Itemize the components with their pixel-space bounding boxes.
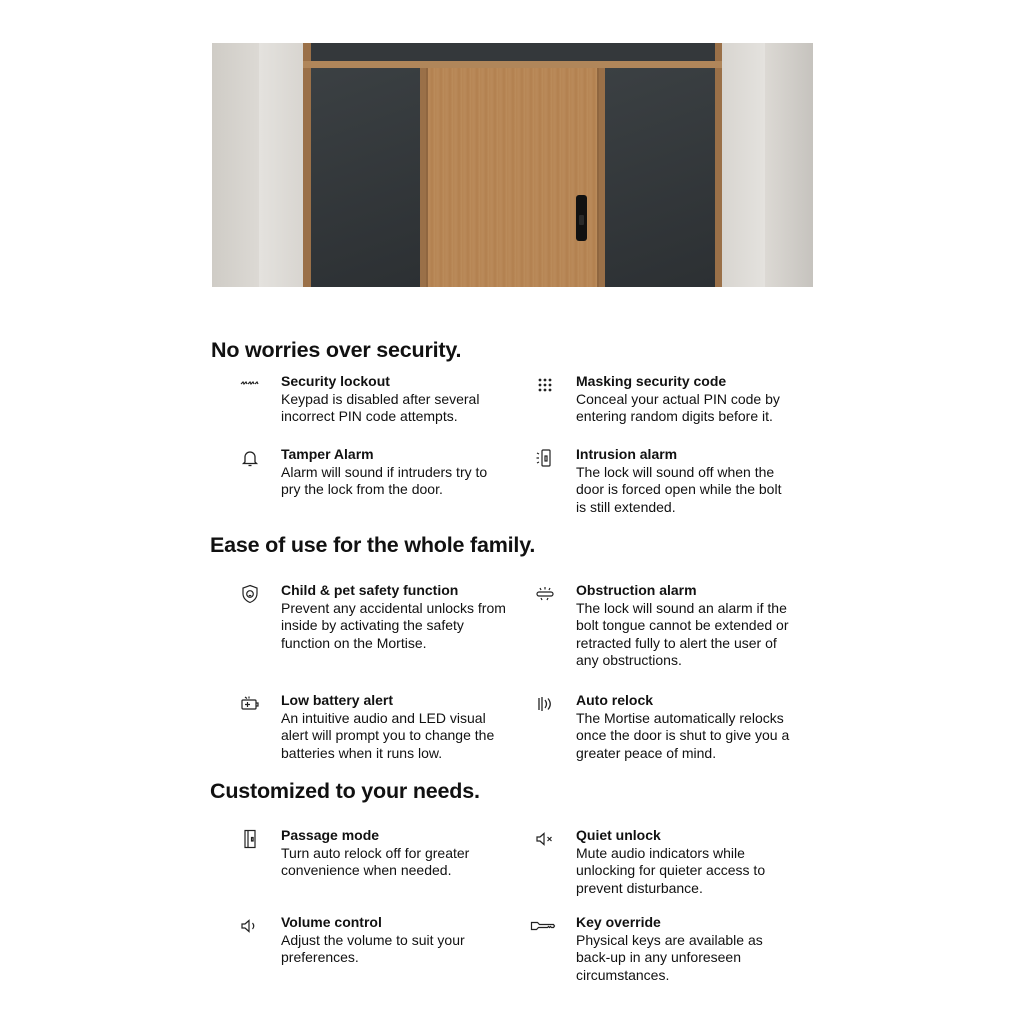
- feature-title: Auto relock: [576, 692, 654, 708]
- left-jamb: [259, 43, 303, 287]
- right-jamb: [722, 43, 765, 287]
- feature-masking-security-code: [576, 373, 791, 426]
- intrusion-alarm-icon: [535, 448, 555, 468]
- mute-icon: [535, 829, 555, 849]
- feature-title: Intrusion alarm: [576, 446, 678, 462]
- section-heading-security: No worries over security.: [211, 338, 462, 362]
- feature-title: Passage mode: [281, 827, 380, 843]
- feature-low-battery-alert: [281, 692, 506, 762]
- feature-description: Physical keys are available as back-up in any unforeseen circumstances.: [576, 931, 763, 983]
- feature-description: Adjust the volume to suit your preferences.: [281, 931, 465, 965]
- transom-bar: [303, 61, 722, 68]
- feature-description: Conceal your actual PIN code by entering random digits before it.: [576, 390, 780, 424]
- feature-title: Masking security code: [576, 373, 727, 389]
- child-shield-icon: [240, 584, 260, 604]
- feature-quiet-unlock: [576, 827, 776, 897]
- feature-auto-relock: [576, 692, 796, 762]
- feature-security-lockout: [281, 373, 521, 426]
- left-side-panel: [311, 68, 420, 287]
- obstruction-icon: [535, 584, 555, 604]
- feature-description: The Mortise automatically relocks once the door is shut to give you a greater peace of mind.: [576, 709, 790, 761]
- feature-volume-control: [281, 914, 481, 967]
- feature-title: Child & pet safety function: [281, 582, 459, 598]
- feature-title: Quiet unlock: [576, 827, 661, 843]
- digital-lock-handle: [576, 195, 587, 241]
- feature-title: Security lockout: [281, 373, 390, 389]
- battery-icon: [240, 694, 260, 714]
- feature-passage-mode: [281, 827, 481, 880]
- feature-description: Keypad is disabled after several incorrect PIN code attempts.: [281, 390, 480, 424]
- feature-title: Key override: [576, 914, 661, 930]
- door-lock-hero-image: [212, 43, 813, 287]
- feature-description: An intuitive audio and LED visual alert will prompt you to change the batteries when it runs low.: [281, 709, 495, 761]
- feature-intrusion-alarm: [576, 446, 791, 516]
- bell-icon: [240, 448, 260, 468]
- section-heading-ease-of-use: Ease of use for the whole family.: [210, 533, 536, 557]
- feature-description: Mute audio indicators while unlocking for quieter access to prevent disturbance.: [576, 844, 766, 896]
- feature-key-override: [576, 914, 776, 984]
- section-heading-customized: Customized to your needs.: [210, 779, 480, 803]
- left-wall: [212, 43, 259, 287]
- lockout-icon: [240, 375, 260, 395]
- right-wall: [765, 43, 813, 287]
- keypad-icon: [535, 375, 555, 395]
- right-side-panel: [605, 68, 715, 287]
- feature-description: Turn auto relock off for greater convenience when needed.: [281, 844, 470, 878]
- feature-child-pet-safety: [281, 582, 513, 652]
- feature-title: Tamper Alarm: [281, 446, 374, 462]
- feature-title: Volume control: [281, 914, 382, 930]
- key-icon: [530, 916, 556, 936]
- feature-tamper-alarm: [281, 446, 496, 499]
- feature-description: The lock will sound off when the door is forced open while the bolt is still extended.: [576, 463, 782, 515]
- feature-description: Prevent any accidental unlocks from inside by activating the safety function on the Mortise.: [281, 599, 506, 651]
- feature-title: Low battery alert: [281, 692, 394, 708]
- speaker-icon: [240, 916, 260, 936]
- feature-obstruction-alarm: [576, 582, 798, 670]
- feature-description: The lock will sound an alarm if the bolt tongue cannot be extended or retracted fully to alert the user of any obstructions.: [576, 599, 789, 668]
- feature-title: Obstruction alarm: [576, 582, 697, 598]
- wooden-door: [426, 68, 599, 287]
- auto-relock-icon: [535, 694, 555, 714]
- door-icon: [240, 829, 260, 849]
- feature-description: Alarm will sound if intruders try to pry the lock from the door.: [281, 463, 488, 497]
- transom-glass: [311, 43, 715, 61]
